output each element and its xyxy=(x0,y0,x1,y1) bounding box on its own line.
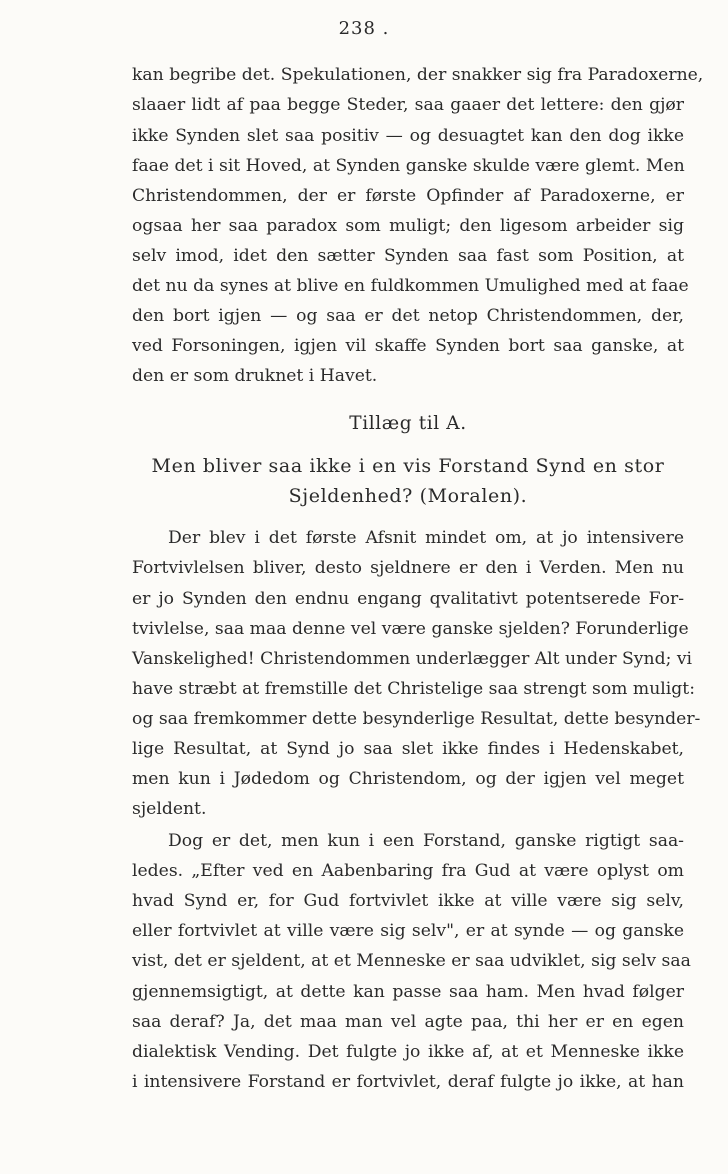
section-subheading: Sjeldenhed? (Moralen). xyxy=(288,485,528,507)
text-line: ogsaa her saa paradox som muligt; den ligesom arbeider sig xyxy=(132,216,684,236)
text-line: Vanskelighed! Christendommen underlægger Alt under Synd; vi xyxy=(132,649,693,669)
text-line: tvivlelse, saa maa denne vel være ganske sjelden? Forunderlige xyxy=(132,619,689,639)
text-line: saa deraf? Ja, det maa man vel agte paa, thi her er en egen xyxy=(132,1012,684,1032)
text-line: Der blev i det første Afsnit mindet om, at jo intensivere xyxy=(168,528,684,548)
text-line: og saa fremkommer dette besynderlige Resultat, dette besynder- xyxy=(132,709,701,729)
text-line: den er som druknet i Havet. xyxy=(132,366,378,386)
text-line: faae det i sit Hoved, at Synden ganske skulde være glemt. Men xyxy=(132,156,685,176)
text-line: Christendommen, der er første Opfinder af Paradoxerne, er xyxy=(132,186,684,206)
text-line: men kun i Jødedom og Christendom, og der igjen vel meget xyxy=(132,769,684,789)
section-heading: Tillæg til A. xyxy=(349,413,467,434)
text-line: er jo Synden den endnu engang qvalitativt potentserede For- xyxy=(132,589,684,609)
text-line: hvad Synd er, for Gud fortvivlet ikke at ville være sig selv, xyxy=(132,891,684,911)
text-line: ledes. „Efter ved en Aabenbaring fra Gud at være oplyst om xyxy=(132,861,684,881)
text-line: dialektisk Vending. Det fulgte jo ikke af, at et Menneske ikke xyxy=(132,1042,684,1062)
text-line: den bort igjen — og saa er det netop Christendommen, der, xyxy=(132,306,684,326)
text-line: have stræbt at fremstille det Christelige saa strengt som muligt: xyxy=(132,679,695,699)
text-line: kan begribe det. Spekulationen, der snakker sig fra Paradoxerne, xyxy=(132,65,704,85)
text-line: selv imod, idet den sætter Synden saa fast som Position, at xyxy=(132,246,684,266)
text-line: eller fortvivlet at ville være sig selv", er at synde — og ganske xyxy=(132,921,684,941)
section-subheading: Men bliver saa ikke i en vis Forstand Synd en stor xyxy=(151,455,665,477)
text-line: ikke Synden slet saa positiv — og desuagtet kan den dog ikke xyxy=(132,126,684,146)
text-line: det nu da synes at blive en fuldkommen Umulighed med at faae xyxy=(132,276,689,296)
text-line: i intensivere Forstand er fortvivlet, deraf fulgte jo ikke, at han xyxy=(132,1072,684,1092)
text-line: slaaer lidt af paa begge Steder, saa gaaer det lettere: den gjør xyxy=(132,95,684,115)
text-line: sjeldent. xyxy=(132,799,207,819)
text-line: Fortvivlelsen bliver, desto sjeldnere er den i Verden. Men nu xyxy=(132,558,684,578)
text-line: vist, det er sjeldent, at et Menneske er saa udviklet, sig selv saa xyxy=(132,951,691,971)
text-line: lige Resultat, at Synd jo saa slet ikke findes i Hedenskabet, xyxy=(132,739,684,759)
page-number: 238 . xyxy=(338,18,390,39)
text-line: ved Forsoningen, igjen vil skaffe Synden bort saa ganske, at xyxy=(132,336,684,356)
text-line: Dog er det, men kun i een Forstand, ganske rigtigt saa- xyxy=(168,831,684,851)
text-line: gjennemsigtigt, at dette kan passe saa ham. Men hvad følger xyxy=(132,982,684,1002)
